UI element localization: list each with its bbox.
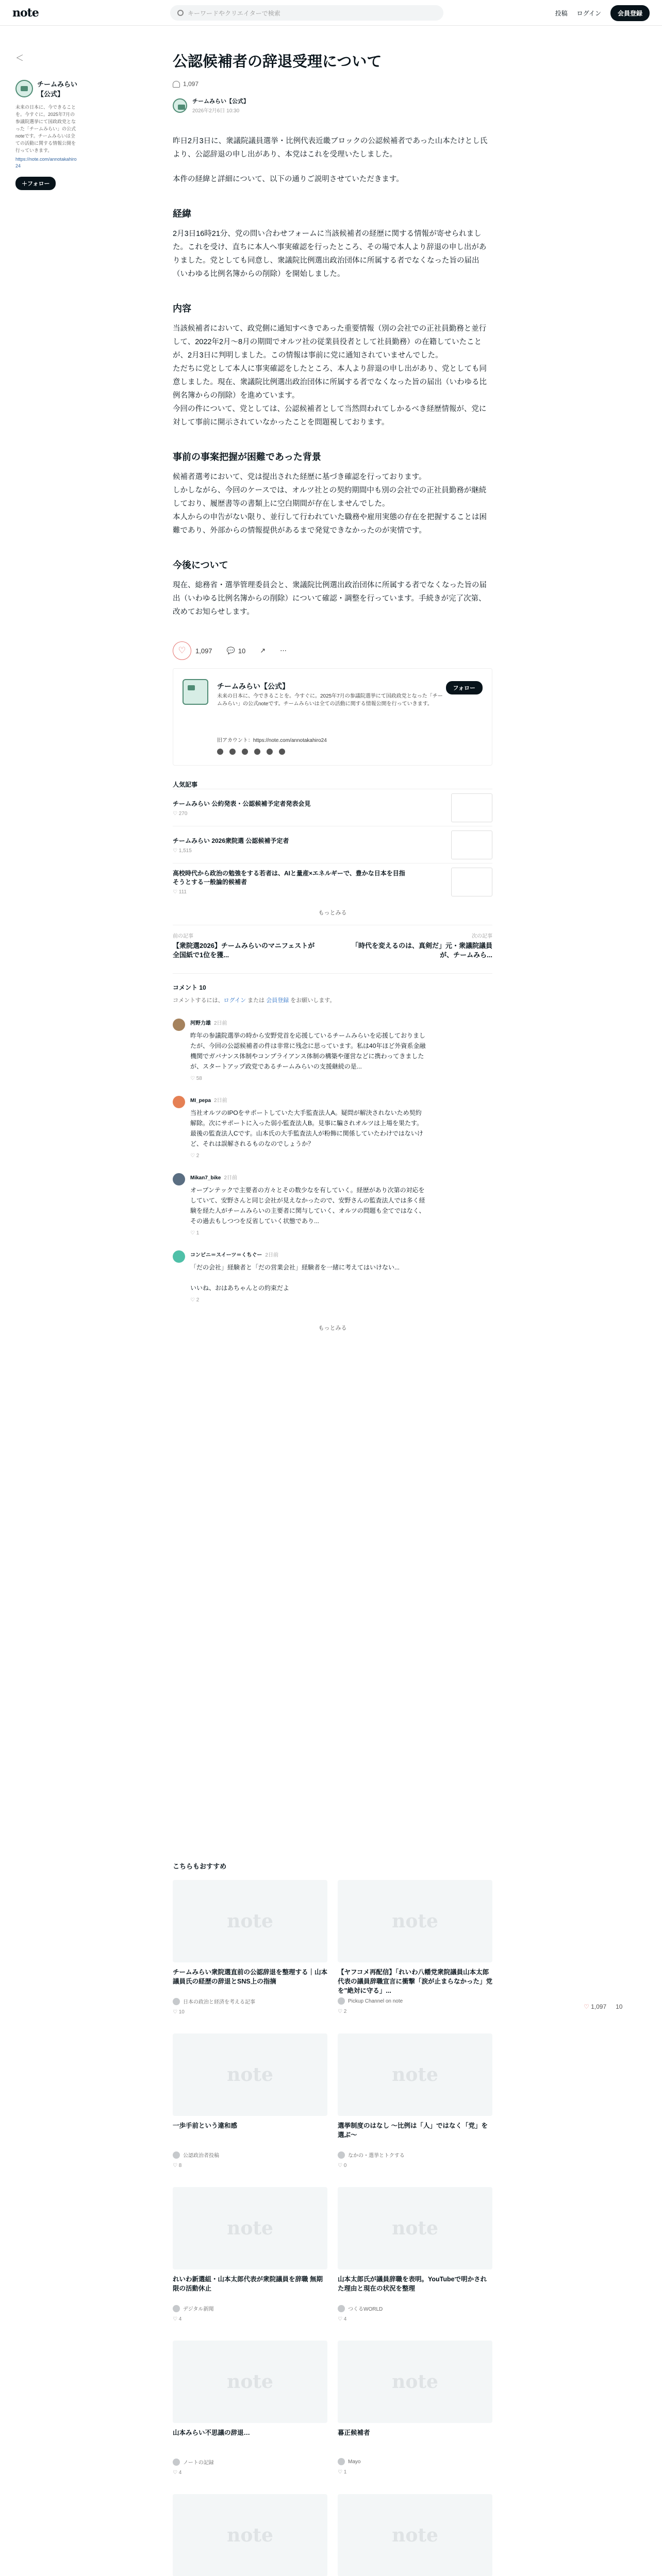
- author-avatar[interactable]: [338, 1997, 345, 2005]
- recommend-author[interactable]: なかの・選挙とトクする: [338, 2151, 492, 2159]
- recommend-author[interactable]: デジタル新聞: [173, 2304, 327, 2312]
- section-paragraph: 候補者選考において、党は提出された経歴に基づき確認を行っております。: [173, 473, 426, 481]
- search-icon: [177, 10, 184, 16]
- recommend-grid: [173, 1880, 492, 2576]
- article-author[interactable]: [173, 97, 492, 114]
- section-heading: 事前の事案把握が困難であった背景: [173, 452, 321, 462]
- author-avatar[interactable]: [338, 2305, 345, 2312]
- section-paragraph: 今回の件について、党としては、公認候補者として当然問われてしかるべき経歴情報が、党に対して事前に開示されていなかったことを問題視しております。: [173, 405, 487, 427]
- article-likes[interactable]: 1,097: [173, 80, 492, 88]
- creator-follow-button[interactable]: フォロー: [446, 681, 483, 694]
- instagram-icon[interactable]: [229, 749, 236, 755]
- recommend-card[interactable]: [338, 2187, 492, 2322]
- note-logo[interactable]: note: [12, 6, 39, 20]
- recommend-title: 暮正候補者: [338, 2429, 370, 2436]
- comments-section: [173, 973, 492, 1332]
- section-heading: 経緯: [173, 209, 191, 219]
- heart-icon: [173, 81, 180, 88]
- publish-date: 2026年2月6日 10:30: [192, 108, 240, 114]
- recommend-author[interactable]: 日本の政治と経済を考える記事: [173, 1997, 327, 2005]
- back-icon[interactable]: ＜: [15, 54, 24, 63]
- login-button[interactable]: ログイン: [576, 10, 601, 17]
- article-thumbnail[interactable]: note: [173, 2494, 327, 2576]
- youtube-icon[interactable]: [242, 749, 248, 755]
- article-thumbnail[interactable]: [451, 831, 492, 859]
- comment: コンビニ＝スイーツ＝くちぐー 2日前 「だの会社」経験者と「だの営業会社」経験者を一緒に考えてはいけない... いいね、おはあちゃんとの約束だよ ♡ 2: [173, 1250, 492, 1303]
- more-icon[interactable]: ⋯: [280, 647, 287, 654]
- article-thumbnail[interactable]: note: [338, 2187, 492, 2269]
- author-avatar[interactable]: [173, 1998, 180, 2005]
- signup-button[interactable]: 会員登録: [610, 5, 650, 21]
- intro-paragraph: 本件の経緯と詳細について、以下の通りご説明させていただきます。: [173, 175, 404, 183]
- sidebar: [15, 52, 77, 190]
- article-thumbnail[interactable]: note: [338, 2033, 492, 2116]
- recommend-heading: こちらもおすすめ: [173, 1862, 227, 1870]
- recommend-card[interactable]: [173, 1880, 327, 2015]
- commenter-avatar[interactable]: [173, 1096, 185, 1108]
- creator-description: 未来の日本に、今できることを。今すぐに。2025年7月の参議院選挙にて国政政党となった「チームみらい」の公式noteです。チームみらいは全ての活動に関する情報公開を行っていきます。: [217, 693, 443, 707]
- article-thumbnail[interactable]: note: [173, 1880, 327, 1962]
- author-avatar[interactable]: [338, 2151, 345, 2159]
- article-body: [173, 134, 492, 619]
- author-avatar[interactable]: [173, 2305, 180, 2312]
- recommend-author[interactable]: Pickup Channel on note: [338, 1997, 492, 2005]
- floating-like-button[interactable]: ♡ 1,097: [584, 2003, 607, 2010]
- recommend-title: れいわ新選組・山本太郎代表が衆院議員を辞職 無期限の活動休止: [173, 2276, 323, 2292]
- article-actions: [173, 641, 492, 660]
- recommend-card[interactable]: [173, 2341, 327, 2476]
- social-links: [217, 749, 483, 755]
- list-item[interactable]: 高校時代から政治の勉強をする若者は、AIと量産×エネルギーで、豊かな日本を目指そうとする一般論的候補者 ♡ 111: [173, 863, 492, 900]
- list-item[interactable]: チームみらい 公約発表・公認候補予定者発表会見 ♡ 270: [173, 789, 492, 826]
- commenter-avatar[interactable]: [173, 1250, 185, 1263]
- recommendations: [173, 1861, 492, 2576]
- section-paragraph: 本人からの申告がない限り、並行して行われていた職務や雇用実態の存在を把握することは困難であり、外部からの情報提供があるまで発覚できなかったのが実情です。: [173, 513, 487, 535]
- recommend-card[interactable]: [173, 2494, 327, 2576]
- sidebar-creator-name[interactable]: チームみらい【公式】: [37, 80, 78, 98]
- article-thumbnail[interactable]: note: [173, 2341, 327, 2423]
- like-count: 1,097: [195, 647, 212, 655]
- x-icon[interactable]: [217, 749, 223, 755]
- author-avatar[interactable]: [173, 2151, 180, 2159]
- floating-actions: [584, 2003, 622, 2010]
- recommend-title: 一歩手前という違和感: [173, 2122, 238, 2129]
- section-heading: 今後について: [173, 560, 228, 570]
- popular-heading: 人気記事: [173, 781, 198, 788]
- comments-more-link[interactable]: もっとみる: [318, 1325, 347, 1331]
- comments-heading: コメント 10: [173, 984, 206, 991]
- sidebar-description: 未来の日本に、今できることを。今すぐに。2025年7月の参議院選挙にて国政政党となった「チームみらい」の公式noteです。チームみらいは全ての活動に関する情報公開を行っていきます。: [15, 105, 76, 153]
- comment-count: 10: [238, 647, 246, 655]
- link-icon[interactable]: [279, 749, 285, 755]
- article-title: 公認候補者の辞退受理について: [173, 54, 382, 70]
- recommend-card[interactable]: [338, 2494, 492, 2576]
- author-avatar[interactable]: [338, 2458, 345, 2465]
- article-thumbnail[interactable]: note: [338, 1880, 492, 1962]
- recommend-title: 山本みらい不思議の辞退…: [173, 2429, 251, 2436]
- recommend-likes[interactable]: ♡ 4: [173, 2316, 182, 2322]
- comment: Mikan7_bike 2日前 オープンテックで主要者の方々とその数少なを有していく。経歴があり次第の対応をしていて、安野さんと同じ会社が見えなかったので、安野さんの監査法人では多く経験を経た人がチームみらいの主要者に関与していく、オルツの問題も全てではなく、その過去もしつつを反省していく状態であり... ♡ 1: [173, 1173, 492, 1236]
- creator-card: [173, 668, 492, 766]
- commenter-avatar[interactable]: [173, 1019, 185, 1031]
- recommend-title: 【ヤフコメ再配信】「れいわ八幡党衆院議員山本太郎代表の議員辞職宣言に衝撃「涙が止まらなかった」党を"絶対に守る」...: [338, 1969, 492, 1994]
- section-paragraph: しかしながら、今回のケースでは、オルツ社との契約期間中も別の会社での正社員勤務が継続しており、履歴書等の書類上に空白期間が存在しませんでした。: [173, 486, 487, 508]
- author-avatar[interactable]: [173, 2459, 180, 2466]
- next-article-link[interactable]: 次の記事 「時代を変えるのは、真剣だ」元・衆議院議員が、チームみら...: [351, 934, 492, 959]
- recommend-card[interactable]: [338, 2341, 492, 2476]
- comment-login-note: コメントするには、ログイン または 会員登録 をお願いします。: [173, 997, 336, 1004]
- intro-paragraph: 昨日2月3日に、衆議院議員選挙・比例代表近畿ブロックの公認候補者であった山本たけとし氏より、公認辞退の申し出があり、本党はこれを受理いたしました。: [173, 137, 488, 159]
- recommend-author[interactable]: 公認政治者投稿: [173, 2151, 327, 2159]
- section-heading: 内容: [173, 303, 191, 314]
- prev-article-link[interactable]: 前の記事 【衆院選2026】チームみらいのマニフェストが全国紙で1位を獲...: [173, 934, 315, 959]
- post-button[interactable]: 投稿: [555, 10, 568, 17]
- recommend-likes[interactable]: ♡ 4: [173, 2470, 182, 2476]
- article-thumbnail[interactable]: [451, 793, 492, 822]
- creator-avatar[interactable]: [183, 679, 208, 705]
- recommend-likes[interactable]: ♡ 8: [173, 2163, 182, 2168]
- author-avatar[interactable]: [173, 98, 187, 113]
- recommend-card[interactable]: [338, 1880, 492, 2015]
- comment: MI_pepa 2日前 当社オルツのIPOをサポートしていた大手監査法人A。疑問が解決されないため契約解除。次にサポートに入った弱小監査法人B。見事に騙されオルツは上場を果たす。最後の監査法人Cです。山本氏の大手監査法人が粉飾に関係していたわけではないけど、それは誤解されるものなのでしょうか？ ♡ 2: [173, 1096, 492, 1159]
- list-item[interactable]: チームみらい 2026衆院選 公認候補予定者 ♡ 1,515: [173, 826, 492, 863]
- recommend-likes[interactable]: ♡ 0: [338, 2163, 347, 2168]
- article-thumbnail[interactable]: note: [173, 2187, 327, 2269]
- comment-icon[interactable]: 💬: [226, 647, 235, 654]
- article: [173, 52, 492, 1340]
- author-name[interactable]: チームみらい【公式】: [192, 98, 249, 105]
- creator-name[interactable]: チームみらい【公式】: [217, 682, 289, 690]
- comment: 河野力雄 2日前 昨年の参議院選挙の時から安野党首を応援しているチームみらいを応援しておりましたが、今回の公認候補者の件は非常に残念に思っています。私は40年ほど外資系金融機関でガバナンス体制やコンプライアンス体制の構築や運営などに携わってきましたが、スタートアップ政党であるチームみらいの支援継続の是... ♡ 58: [173, 1019, 492, 1081]
- login-link[interactable]: ログイン: [223, 997, 246, 1004]
- recommend-title: チームみらい衆院選直前の公認辞退を整理する｜山本議員氏の経歴の辞退とSNS上の指摘: [173, 1969, 327, 1985]
- article-thumbnail[interactable]: [451, 868, 492, 896]
- article-nav: [173, 925, 492, 960]
- section-paragraph: 当該候補者において、政党側に通知すべきであった重要情報（別の会社での正社員勤務と並行して、2022年2月〜8月の期間でオルツ社の従業員役者として社員勤務）の在籍していたことが、2月3日に判明しました。この情報は事前に党に通知されていませんでした。: [173, 325, 487, 360]
- recommend-title: 選挙制度のはなし ～比例は「人」ではなく「党」を選ぶ～: [338, 2122, 488, 2139]
- recommend-author[interactable]: つくるWORLD: [338, 2304, 492, 2312]
- popular-more-link[interactable]: もっとみる: [318, 910, 347, 916]
- section-paragraph: 現在、総務省・選挙管理委員会と、衆議院比例選出政治団体に所属する者でなくなった旨の届出（いわゆる比例名簿からの削除）について確認・調整を行っています。手続きが完了次第、改めてお知らせします。: [173, 581, 487, 616]
- recommend-title: 山本太郎氏が議員辞職を表明。YouTubeで明かされた理由と現在の状況を整理: [338, 2276, 487, 2292]
- recommend-likes[interactable]: ♡ 2: [338, 2009, 347, 2014]
- recommend-author[interactable]: Mayo: [338, 2458, 492, 2465]
- recommend-likes[interactable]: ♡ 1: [338, 2469, 347, 2475]
- recommend-likes[interactable]: ♡ 10: [173, 2009, 185, 2015]
- sidebar-link[interactable]: https://note.com/annotakahiro24: [15, 157, 77, 168]
- signup-link[interactable]: 会員登録: [266, 997, 289, 1004]
- search-input[interactable]: キーワードやクリエイターで検索: [170, 5, 443, 21]
- recommend-card[interactable]: [338, 2033, 492, 2168]
- site-header: [0, 0, 662, 26]
- floating-comment-button[interactable]: 10: [616, 2003, 623, 2010]
- article-thumbnail[interactable]: note: [338, 2341, 492, 2423]
- recommend-likes[interactable]: ♡ 4: [338, 2316, 347, 2322]
- facebook-icon[interactable]: [267, 749, 273, 755]
- recommend-author[interactable]: ノートの記録: [173, 2458, 327, 2466]
- team-avatar[interactable]: [15, 80, 33, 97]
- recommend-card[interactable]: [173, 2187, 327, 2322]
- popular-articles: [173, 780, 492, 917]
- creator-link[interactable]: 旧アカウント：https://note.com/annotakahiro24: [217, 738, 327, 743]
- share-icon[interactable]: ↗: [260, 647, 266, 654]
- section-paragraph: 2月3日16時21分、党の問い合わせフォームに当該候補者の経歴に関する情報が寄せられました。これを受け、直ちに本人へ事実確認を行ったところ、その場で本人より辞退の申し出がありました。党としても同意し、衆議院比例選出政治団体に所属する者でなくなった旨の届出（いわゆる比例名簿からの削除）を開始しました。: [173, 230, 487, 278]
- article-thumbnail[interactable]: note: [173, 2033, 327, 2116]
- section-paragraph: ただちに党として本人に事実確認をしたところ、本人より辞退の申し出があり、党としても同意しました。現在、衆議院比例選出政治団体に所属する者でなくなった旨の届出（いわゆる比例名簿からの削除）を進めています。: [173, 365, 487, 400]
- recommend-card[interactable]: [173, 2033, 327, 2168]
- like-button[interactable]: ♡: [173, 641, 191, 660]
- commenter-avatar[interactable]: [173, 1173, 185, 1185]
- tiktok-icon[interactable]: [254, 749, 260, 755]
- sidebar-follow-button[interactable]: ＋フォロー: [15, 177, 56, 190]
- article-thumbnail[interactable]: note: [338, 2494, 492, 2576]
